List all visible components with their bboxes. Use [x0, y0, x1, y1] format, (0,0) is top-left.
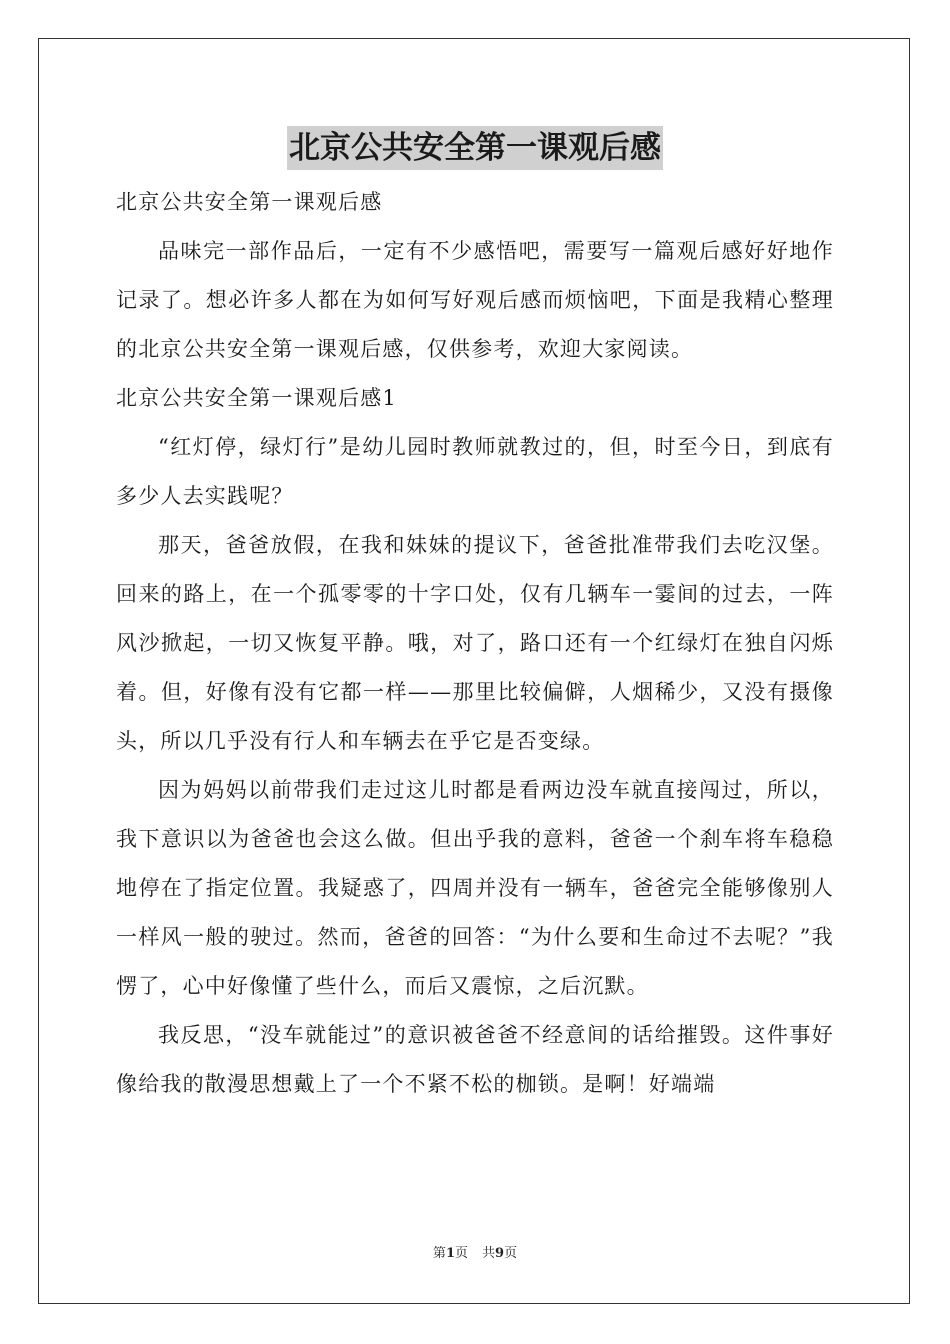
document-subtitle: 北京公共安全第一课观后感	[116, 190, 383, 214]
body-paragraph: “红灯停，绿灯行”是幼儿园时教师就教过的，但，时至今日，到底有多少人去实践呢？	[116, 435, 834, 508]
section-heading: 北京公共安全第一课观后感1	[116, 386, 397, 410]
total-suffix: 页	[504, 1246, 518, 1261]
total-prefix: 共	[482, 1246, 496, 1261]
intro-paragraph: 品味完一部作品后，一定有不少感悟吧，需要写一篇观后感好好地作记录了。想必许多人都在为如何写好观后感而烦恼吧，下面是我精心整理的北京公共安全第一课观后感，仅供参考，欢迎大家阅读。	[116, 239, 834, 361]
document-body	[116, 178, 834, 1109]
body-paragraph: 我反思，“没车就能过”的意识被爸爸不经意间的话给摧毁。这件事好像给我的散漫思想戴上了一个不紧不松的枷锁。是啊！好端端	[116, 1023, 834, 1096]
title-container	[0, 126, 950, 170]
page-footer	[0, 1245, 950, 1263]
document-title: 北京公共安全第一课观后感	[287, 126, 663, 170]
page-prefix: 第	[432, 1246, 446, 1261]
body-paragraph: 那天，爸爸放假，在我和妹妹的提议下，爸爸批准带我们去吃汉堡。回来的路上，在一个孤零零的十字口处，仅有几辆车一霎间的过去，一阵风沙掀起，一切又恢复平静。哦，对了，路口还有一个红绿灯在独自闪烁着。但，好像有没有它都一样——那里比较偏僻，人烟稀少，又没有摄像头，所以几乎没有行人和车辆去在乎它是否变绿。	[116, 533, 834, 753]
page-suffix: 页	[454, 1246, 468, 1261]
page-number: 1	[445, 1246, 455, 1261]
body-paragraph: 因为妈妈以前带我们走过这儿时都是看两边没车就直接闯过，所以，我下意识以为爸爸也会这么做。但出乎我的意料，爸爸一个刹车将车稳稳地停在了指定位置。我疑惑了，四周并没有一辆车，爸爸完全能够像别人一样风一般的驶过。然而，爸爸的回答：“为什么要和生命过不去呢？”我愣了，心中好像懂了些什么，而后又震惊，之后沉默。	[116, 778, 834, 998]
total-pages: 9	[495, 1246, 505, 1261]
